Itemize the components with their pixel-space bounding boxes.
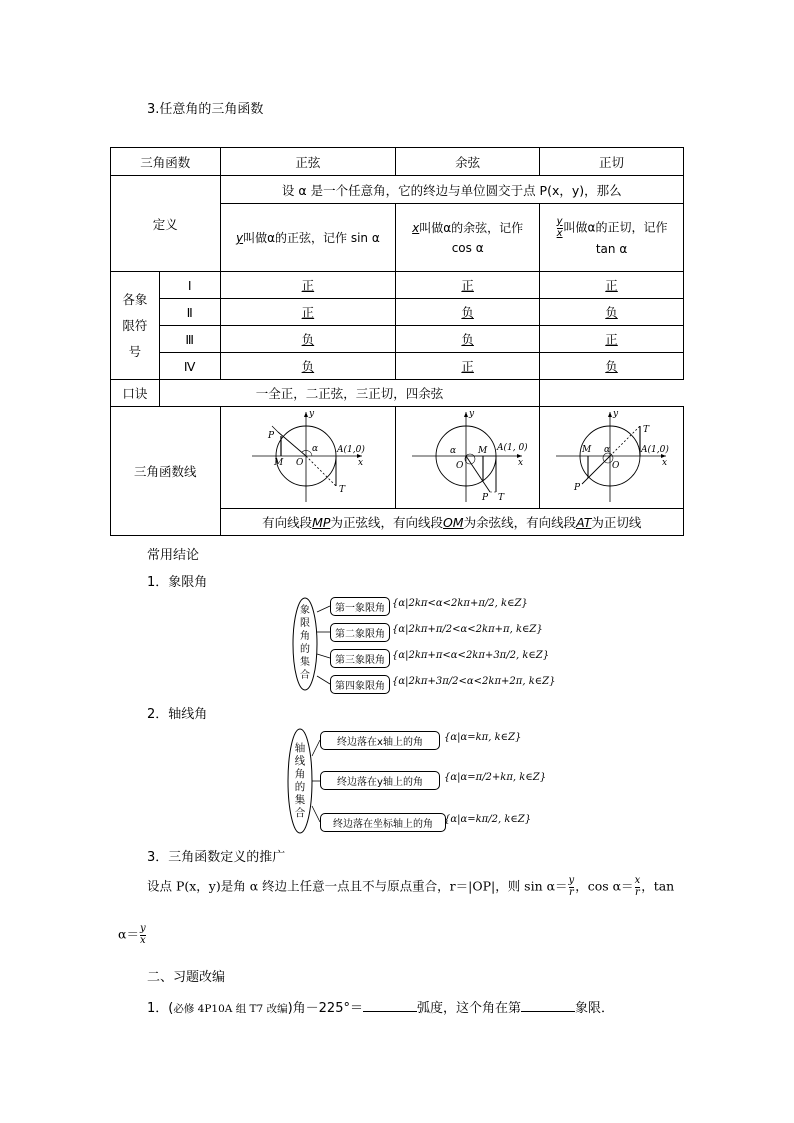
sin-def-y: y <box>235 231 244 245</box>
y-axis-angle-box: 终边落在y轴上的角 <box>320 771 440 790</box>
cos-def-text: 叫做α的余弦，记作 <box>419 220 524 235</box>
item3-title: 3．三角函数定义的推广 <box>147 850 286 865</box>
header-sin: 正弦 <box>220 148 396 176</box>
qlabel-1: 限 <box>300 618 310 629</box>
diagram-tan-line <box>540 407 684 509</box>
mnemonic-label: 口诀 <box>111 380 160 407</box>
gen-text-4: α＝ <box>118 926 139 942</box>
note-part-4: 为正切线 <box>591 515 642 530</box>
header-tan: 正切 <box>540 148 684 176</box>
x-axis-angle-box: 终边落在x轴上的角 <box>320 731 440 750</box>
diagram-sin-line <box>220 407 396 509</box>
quadrant-3-box: 第三象限角 <box>330 649 390 668</box>
gen-text-3: ，tan <box>641 878 675 894</box>
gen-text-1: 设点 P(x，y)是角 α 终边上任意一点且不与原点重合，r＝|OP|，则 sin α＝ <box>147 878 568 894</box>
tan-frac-num: y <box>139 923 146 934</box>
axis-set-diagram <box>286 726 547 836</box>
ex1-text-3: 象限． <box>574 1001 614 1016</box>
sin-frac-den: r <box>568 887 574 898</box>
q4-sin-sign: 负 <box>220 353 396 380</box>
diagram3-alpha-label: α <box>603 445 610 455</box>
diagram1-p-label: P <box>267 431 274 441</box>
diagram2-t-label: T <box>497 493 504 503</box>
trig-lines-note <box>220 509 683 536</box>
diagram2-y-label: y <box>468 409 474 419</box>
ex1-text-2: 弧度，这个角在第 <box>416 1001 521 1016</box>
alabel-2: 角 <box>294 768 306 780</box>
q3-sin-sign: 负 <box>220 326 396 353</box>
diagram3-p-label: P <box>573 483 580 493</box>
ex1-blank-2[interactable] <box>521 1011 575 1012</box>
tan-def-fraction <box>557 217 563 239</box>
definition-label: 定义 <box>111 176 221 272</box>
exercise-1 <box>147 997 614 1016</box>
qlabel-0: 象 <box>300 605 310 616</box>
diagram3-a-label: A(1,0) <box>640 445 669 455</box>
diagram1-t-label: T <box>338 485 345 495</box>
q1-tan-sign: 正 <box>540 272 684 299</box>
diagram3-t-label: T <box>642 425 649 435</box>
quadrant-3-set: {α|2kπ+π<α<2kπ+3π/2, k∈Z} <box>392 650 550 661</box>
note-mp: MP <box>312 515 331 530</box>
qlabel-3: 的 <box>300 644 310 655</box>
note-part-2: 为正弦线，有向线段 <box>330 515 443 530</box>
cos-def-x: x <box>412 220 420 235</box>
diagram1-y-label: y <box>308 409 314 419</box>
diagram2-x-label: x <box>517 458 523 468</box>
definition-intro: 设 α 是一个任意角，它的终边与单位圆交于点 P(x，y)，那么 <box>220 176 683 204</box>
item2-title: 2．轴线角 <box>147 707 208 722</box>
quadrant-1-box: 第一象限角 <box>330 597 390 616</box>
coord-axis-angle-set: {α|α=kπ/2, k∈Z} <box>444 814 532 825</box>
note-at: AT <box>576 515 592 530</box>
diagram3-x-label: x <box>661 458 667 468</box>
diagram1-m-label: M <box>273 458 284 468</box>
q1-sin-sign: 正 <box>220 272 396 299</box>
generalization-line2 <box>118 924 147 946</box>
qlabel-2: 角 <box>300 631 310 642</box>
sin-fraction <box>569 876 575 898</box>
qlabel-5: 合 <box>300 670 310 681</box>
quadrant-3: Ⅲ <box>159 326 220 353</box>
sign-label-line2: 限符 <box>122 317 148 333</box>
note-part-1: 有向线段 <box>262 515 313 530</box>
qlabel-4: 集 <box>300 657 310 668</box>
ex1-source: 必修 4P10A 组 T7 改编 <box>173 1003 288 1015</box>
item1-title: 1．象限角 <box>147 575 208 590</box>
q3-tan-sign: 正 <box>540 326 684 353</box>
diagram2-m-label: M <box>477 446 487 456</box>
unit-circle-diagram-3 <box>552 408 672 504</box>
mnemonic-text: 一全正，二正弦，三正切，四余弦 <box>159 380 539 407</box>
diagram1-o-label: O <box>295 458 304 468</box>
q2-cos-sign: 负 <box>396 299 540 326</box>
tan-definition <box>540 204 684 272</box>
ex1-prefix: 1．( <box>147 1001 174 1016</box>
unit-circle-diagram-2 <box>408 408 528 504</box>
diagram1-x-label: x <box>357 458 363 468</box>
ex1-text-1: )角－225°＝ <box>287 1001 363 1016</box>
sin-def-text: 叫做α的正弦，记作 sin α <box>243 231 380 245</box>
alabel-4: 集 <box>294 794 306 806</box>
coord-axis-angle-box: 终边落在坐标轴上的角 <box>320 813 446 832</box>
alabel-3: 的 <box>294 781 306 793</box>
cos-fraction <box>635 876 641 898</box>
tan-fraction <box>140 924 146 946</box>
axis-set-label <box>294 742 306 820</box>
gen-text-2: ，cos α＝ <box>575 878 634 894</box>
conclusions-title: 常用结论 <box>147 548 200 563</box>
q2-sin-sign: 正 <box>220 299 396 326</box>
tan-def-x: x <box>556 227 563 239</box>
diagram1-alpha-label: α <box>311 444 318 454</box>
diagram1-a-label: A(1,0) <box>336 445 365 455</box>
cos-def-symbol: cos α <box>451 240 484 255</box>
alabel-1: 线 <box>294 755 306 767</box>
note-om: OM <box>442 515 464 530</box>
section-title: 3.任意角的三角函数 <box>147 102 264 117</box>
q4-cos-sign: 正 <box>396 353 540 380</box>
header-trig-function: 三角函数 <box>111 148 221 176</box>
sin-frac-num: y <box>568 875 575 886</box>
cos-frac-den: r <box>634 887 640 898</box>
diagram-cos-line <box>396 407 540 509</box>
cos-definition <box>396 204 540 272</box>
trig-lines-label: 三角函数线 <box>111 407 221 536</box>
quadrant-4-set: {α|2kπ+3π/2<α<2kπ+2π, k∈Z} <box>392 676 556 687</box>
diagram3-o-label: O <box>611 461 619 471</box>
quadrant-2-set: {α|2kπ+π/2<α<2kπ+π, k∈Z} <box>392 624 543 635</box>
alabel-5: 合 <box>294 807 306 819</box>
sign-label-line3: 号 <box>128 343 142 359</box>
alabel-0: 轴 <box>294 742 306 754</box>
diagram2-p-label: P <box>481 493 488 503</box>
unit-circle-diagram-1 <box>248 408 368 504</box>
sign-label-line1: 各象 <box>122 291 148 307</box>
trig-function-table <box>110 147 684 536</box>
tan-def-text: 叫做α的正切，记作 <box>563 220 668 234</box>
generalization-line1 <box>147 876 674 898</box>
q1-cos-sign: 正 <box>396 272 540 299</box>
quadrant-4-box: 第四象限角 <box>330 675 390 694</box>
quadrant-set-label <box>299 604 311 682</box>
y-axis-angle-set: {α|α=π/2+kπ, k∈Z} <box>444 772 547 783</box>
diagram2-a-label: A(1, 0) <box>496 443 528 453</box>
diagram3-y-label: y <box>612 409 618 419</box>
tan-def-symbol: tan α <box>595 241 628 256</box>
quadrant-1: Ⅰ <box>159 272 220 299</box>
quadrant-1-set: {α|2kπ<α<2kπ+π/2, k∈Z} <box>392 598 528 609</box>
diagram3-m-label: M <box>581 445 591 455</box>
q4-tan-sign: 负 <box>540 353 684 380</box>
tan-def-y: y <box>556 215 563 227</box>
sign-label <box>111 272 160 380</box>
x-axis-angle-set: {α|α=kπ, k∈Z} <box>444 732 522 743</box>
ex1-blank-1[interactable] <box>363 1011 417 1012</box>
sin-definition <box>220 204 396 272</box>
q2-tan-sign: 负 <box>540 299 684 326</box>
diagram2-alpha-label: α <box>449 446 456 456</box>
diagram2-o-label: O <box>455 461 464 471</box>
header-cos: 余弦 <box>396 148 540 176</box>
quadrant-4: Ⅳ <box>159 353 220 380</box>
q3-cos-sign: 负 <box>396 326 540 353</box>
cos-frac-num: x <box>634 875 641 886</box>
quadrant-2-box: 第二象限角 <box>330 623 390 642</box>
exercise-title: 二、习题改编 <box>147 970 226 985</box>
quadrant-set-diagram <box>290 594 556 694</box>
note-part-3: 为余弦线，有向线段 <box>463 515 577 530</box>
quadrant-2: Ⅱ <box>159 299 220 326</box>
tan-frac-den: x <box>139 935 146 946</box>
